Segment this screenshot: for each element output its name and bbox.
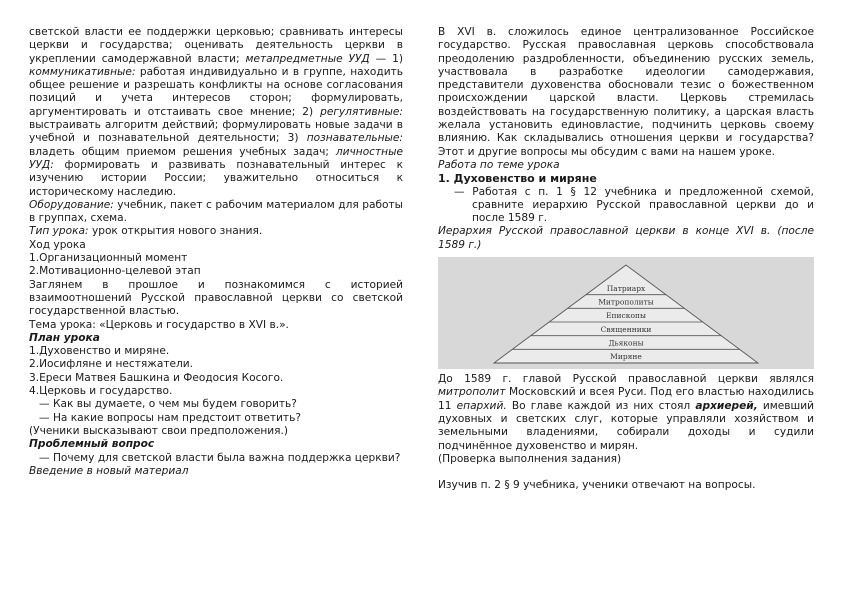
problem-title: Проблемный вопрос — [29, 438, 155, 451]
eparchies-term: епархий. — [456, 399, 507, 412]
pyramid-tier-label: Дьяконы — [608, 338, 644, 348]
archbishop-term: архиерей, — [695, 399, 758, 412]
pyramid-tier-label: Патриарх — [606, 283, 646, 293]
metropolitan-term: митрополит — [438, 386, 506, 399]
students-note: (Ученики высказывают свои предположения.) — [29, 424, 289, 437]
spacer — [438, 466, 814, 479]
equipment-text: учебник, пакет с рабочим материалом для работы в группах, схема. — [29, 198, 403, 225]
check-note: (Проверка выполнения задания) — [438, 452, 622, 465]
work-heading: Работа по теме урока — [438, 158, 560, 171]
task-text: — Работая с п. 1 § 12 учебника и предложенной схемой, сравните иерархию Русской православной церкви до и после 1589 г. — [454, 185, 814, 225]
pyramid-tier-label: Миряне — [610, 352, 642, 362]
lesson-type-line — [29, 225, 403, 238]
p2-text-c: Московский и всея Руси. Под его властью находились 11 — [438, 386, 814, 412]
communicative-label: коммуникативные: — [29, 65, 136, 78]
plan-item-4: 4.Церковь и государство. — [29, 385, 173, 398]
plan-title: План урока — [29, 331, 100, 344]
plan-item-3: 3.Ереси Матвея Башкина и Феодосия Косого. — [29, 371, 284, 384]
meta-label: метапредметные УУД — [245, 52, 370, 65]
cognitive-label: познавательные: — [306, 132, 403, 145]
left-column — [29, 26, 403, 478]
objectives-paragraph — [29, 26, 403, 199]
lesson-type-label: Тип урока: — [29, 225, 89, 238]
stage-1: 1.Организационный момент — [29, 252, 188, 265]
regulative-label: регулятивные: — [320, 105, 403, 118]
lesson-type-text: урок открытия нового знания. — [88, 225, 263, 238]
pyramid-tier-label: Епископы — [606, 311, 646, 321]
pyramid-svg — [438, 257, 814, 369]
new-material-heading: Введение в новый материал — [29, 464, 189, 477]
hierarchy-pyramid — [438, 257, 814, 369]
personal-text: формировать и развивать познавательный интерес к изучению истории России; уважительно относиться к историческому наследию. — [29, 158, 403, 198]
right-column — [438, 26, 814, 492]
equipment-line — [29, 199, 403, 226]
regulative-text: выстраивать алгоритм действий; формулировать новые задачи в учебной и познавательной деятельности; 3) — [29, 119, 403, 145]
stage-2: 2.Мотивационно-целевой этап — [29, 265, 201, 278]
personal-label: личностные УУД: — [29, 145, 403, 171]
communicative-text: работая индивидуально и в группе, находить общее решение и разрешать конфликты на основе согласования позиций и учета интересов сторон; формулировать, аргументировать и отстаивать свое мнение; 2) — [29, 65, 403, 118]
p2-text-e: Во главе каждой из них стоял — [506, 399, 696, 412]
intro-paragraph: Заглянем в прошлое и познакомимся с историей взаимоотношений Русской православной церкви со светской государственной властью. — [29, 278, 403, 318]
p2-text-a: До 1589 г. главой Русской православной церкви являлся — [438, 373, 814, 386]
meta-dash: — 1) — [369, 52, 404, 65]
p2-text-g: имевший духовных и светских слуг, которые управляли хозяйством и земельными владениями, собирали доходы и судили подчинённое духовенство и мирян. — [438, 399, 814, 452]
question-2: — На какие вопросы нам предстоит ответить? — [39, 411, 301, 424]
question-1: — Как вы думаете, о чем мы будем говорить? — [39, 398, 297, 411]
before-1589-paragraph — [438, 373, 814, 453]
equipment-label: Оборудование: — [29, 198, 114, 211]
intro-history-paragraph: В XVI в. сложилось единое централизованное Российское государство. Русская православная церковь способствовала преодолению раздробленности, объединению русских земель, участвовала в разработке идеологии самодержавия, представители духовенства обосновали тезис о божественном происхождении царской власти. Церковь стремилась воздействовать на государственную политику, а царская власть желала установить единовластие, подчинить церковь своему влиянию. Как складывались отношения церкви и государства? Этот и другие вопросы мы обсудим с вами на нашем уроке. — [438, 26, 814, 158]
plan-item-1: 1.Духовенство и миряне. — [29, 345, 170, 358]
problem-question: — Почему для светской власти была важна поддержка церкви? — [39, 451, 401, 464]
lesson-topic: Тема урока: «Церковь и государство в XVI в.». — [29, 318, 289, 331]
subject-results-text: светской власти ее поддержки церковью; сравнивать интересы церкви и государства; оценивать деятельность церкви в укреплении самодержавной власти; — [29, 26, 403, 65]
course-heading: Ход урока — [29, 238, 86, 251]
plan-item-2: 2.Иосифляне и нестяжатели. — [29, 358, 194, 371]
section-1-heading: 1. Духовенство и миряне — [438, 172, 597, 186]
pyramid-tier-label: Священники — [600, 324, 652, 334]
pyramid-tier-label: Митрополиты — [598, 297, 654, 307]
study-instruction: Изучив п. 2 § 9 учебника, ученики отвечают на вопросы. — [438, 479, 756, 492]
cognitive-text: владеть общим приемом решения учебных задач; — [29, 145, 336, 158]
hierarchy-caption: Иерархия Русской православной церкви в конце XVI в. (после 1589 г.) — [438, 225, 814, 251]
